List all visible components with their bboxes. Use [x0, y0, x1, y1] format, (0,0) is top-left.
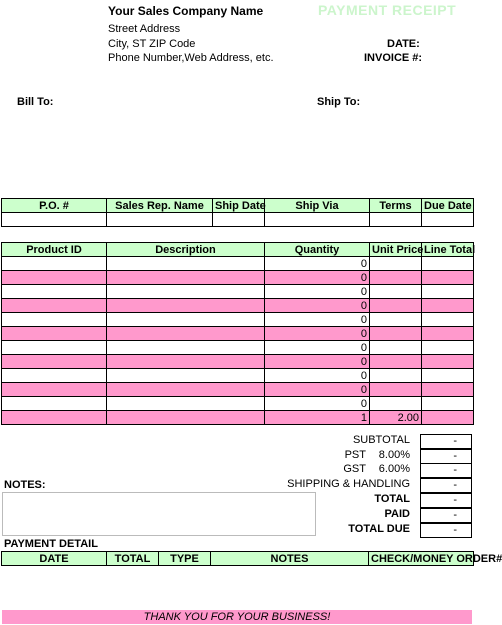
terms-cell[interactable] — [370, 213, 422, 227]
shipping-label: SHIPPING & HANDLING — [287, 478, 410, 490]
description-cell[interactable] — [107, 271, 265, 285]
payment-notes-header: NOTES — [211, 552, 369, 566]
description-cell[interactable] — [107, 327, 265, 341]
description-cell[interactable] — [107, 355, 265, 369]
table-row — [2, 327, 474, 341]
table-row — [2, 355, 474, 369]
line-total-cell[interactable] — [422, 355, 474, 369]
line-total-cell[interactable] — [422, 285, 474, 299]
product-id-cell[interactable] — [2, 271, 107, 285]
product-id-cell[interactable] — [2, 383, 107, 397]
product-id-cell[interactable] — [2, 369, 107, 383]
order-info-table — [1, 198, 474, 227]
gst-rate: 6.00% — [378, 463, 410, 475]
product-id-cell[interactable] — [2, 257, 107, 271]
thank-you-banner: THANK YOU FOR YOUR BUSINESS! — [2, 610, 472, 624]
line-total-cell[interactable] — [422, 313, 474, 327]
line-total-cell[interactable] — [422, 397, 474, 411]
line-total-cell[interactable] — [422, 411, 474, 425]
total-due-value: - — [420, 523, 472, 538]
ship-date-cell[interactable] — [213, 213, 265, 227]
quantity-cell[interactable]: 0 — [265, 257, 370, 271]
quantity-cell[interactable]: 0 — [265, 341, 370, 355]
description-cell[interactable] — [107, 285, 265, 299]
product-id-cell[interactable] — [2, 397, 107, 411]
quantity-cell[interactable]: 0 — [265, 299, 370, 313]
description-header: Description — [107, 243, 265, 257]
line-total-cell[interactable] — [422, 341, 474, 355]
product-id-cell[interactable] — [2, 313, 107, 327]
due-date-cell[interactable] — [422, 213, 474, 227]
pst-label: PST — [344, 449, 366, 461]
payment-detail-table — [1, 551, 502, 566]
table-row — [2, 383, 474, 397]
product-id-header: Product ID — [2, 243, 107, 257]
table-row — [2, 257, 474, 271]
quantity-cell[interactable]: 0 — [265, 313, 370, 327]
product-id-cell[interactable] — [2, 411, 107, 425]
line-total-cell[interactable] — [422, 327, 474, 341]
line-total-header: Line Total — [422, 243, 474, 257]
product-id-cell[interactable] — [2, 327, 107, 341]
table-row — [2, 285, 474, 299]
terms-header: Terms — [370, 199, 422, 213]
quantity-cell[interactable]: 0 — [265, 355, 370, 369]
quantity-cell[interactable]: 0 — [265, 369, 370, 383]
product-id-cell[interactable] — [2, 355, 107, 369]
quantity-cell[interactable]: 0 — [265, 327, 370, 341]
table-row — [2, 271, 474, 285]
gst-value: - — [420, 463, 472, 478]
shipping-value: - — [420, 478, 472, 493]
notes-field[interactable] — [2, 492, 316, 536]
line-total-cell[interactable] — [422, 257, 474, 271]
ship-date-header: Ship Date — [213, 199, 265, 213]
company-name: Your Sales Company Name — [108, 4, 264, 18]
sales-rep-cell[interactable] — [107, 213, 213, 227]
ship-via-header: Ship Via — [265, 199, 370, 213]
ship-to-label: Ship To: — [317, 96, 361, 108]
quantity-cell[interactable]: 1 — [265, 411, 370, 425]
unit-price-cell[interactable] — [370, 341, 422, 355]
check-money-order-header: CHECK/MONEY ORDER# — [369, 552, 474, 566]
street-address: Street Address — [108, 23, 181, 35]
line-total-cell[interactable] — [422, 383, 474, 397]
description-cell[interactable] — [107, 257, 265, 271]
quantity-cell[interactable]: 0 — [265, 271, 370, 285]
paid-label: PAID — [384, 508, 410, 520]
notes-label: NOTES: — [4, 479, 46, 491]
table-row — [2, 299, 474, 313]
po-cell[interactable] — [2, 213, 107, 227]
line-total-cell[interactable] — [422, 271, 474, 285]
receipt-title: PAYMENT RECEIPT — [318, 2, 457, 18]
total-label: TOTAL — [374, 493, 410, 505]
product-id-cell[interactable] — [2, 299, 107, 313]
items-table — [1, 242, 474, 425]
unit-price-cell[interactable] — [370, 355, 422, 369]
description-cell[interactable] — [107, 369, 265, 383]
quantity-cell[interactable]: 0 — [265, 397, 370, 411]
unit-price-cell[interactable] — [370, 369, 422, 383]
table-row — [2, 411, 474, 425]
total-due-label: TOTAL DUE — [348, 523, 410, 535]
description-cell[interactable] — [107, 313, 265, 327]
due-date-header: Due Date — [422, 199, 474, 213]
product-id-cell[interactable] — [2, 285, 107, 299]
quantity-cell[interactable]: 0 — [265, 285, 370, 299]
gst-label: GST — [343, 463, 366, 475]
unit-price-cell[interactable] — [370, 383, 422, 397]
payment-date-header: DATE — [2, 552, 107, 566]
unit-price-cell[interactable] — [370, 285, 422, 299]
line-total-cell[interactable] — [422, 299, 474, 313]
description-cell[interactable] — [107, 341, 265, 355]
contact-info: Phone Number,Web Address, etc. — [108, 52, 274, 64]
description-cell[interactable] — [107, 383, 265, 397]
payment-total-header: TOTAL — [107, 552, 159, 566]
table-row — [2, 397, 474, 411]
quantity-header: Quantity — [265, 243, 370, 257]
unit-price-cell[interactable] — [370, 313, 422, 327]
pst-value: - — [420, 449, 472, 464]
product-id-cell[interactable] — [2, 341, 107, 355]
unit-price-cell[interactable] — [370, 397, 422, 411]
unit-price-cell[interactable] — [370, 327, 422, 341]
subtotal-value: - — [420, 434, 472, 449]
subtotal-label: SUBTOTAL — [352, 434, 410, 446]
paid-value[interactable]: - — [420, 508, 472, 523]
pst-rate: 8.00% — [378, 449, 410, 461]
description-cell[interactable] — [107, 299, 265, 313]
city-state-zip: City, ST ZIP Code — [108, 38, 196, 50]
description-cell[interactable] — [107, 397, 265, 411]
sales-rep-header: Sales Rep. Name — [107, 199, 213, 213]
unit-price-cell[interactable] — [370, 271, 422, 285]
invoice-label: INVOICE #: — [364, 52, 423, 64]
description-cell[interactable] — [107, 411, 265, 425]
payment-type-header: TYPE — [159, 552, 211, 566]
payment-detail-label: PAYMENT DETAIL — [4, 538, 98, 550]
unit-price-cell[interactable]: 2.00 — [370, 411, 422, 425]
ship-via-cell[interactable] — [265, 213, 370, 227]
table-row — [2, 313, 474, 327]
table-row — [2, 369, 474, 383]
total-value: - — [420, 493, 472, 508]
table-row — [2, 341, 474, 355]
bill-to-label: Bill To: — [17, 96, 54, 108]
unit-price-cell[interactable] — [370, 299, 422, 313]
quantity-cell[interactable]: 0 — [265, 383, 370, 397]
unit-price-header: Unit Price — [370, 243, 422, 257]
po-header: P.O. # — [2, 199, 107, 213]
line-total-cell[interactable] — [422, 369, 474, 383]
unit-price-cell[interactable] — [370, 257, 422, 271]
date-label: DATE: — [387, 38, 420, 50]
